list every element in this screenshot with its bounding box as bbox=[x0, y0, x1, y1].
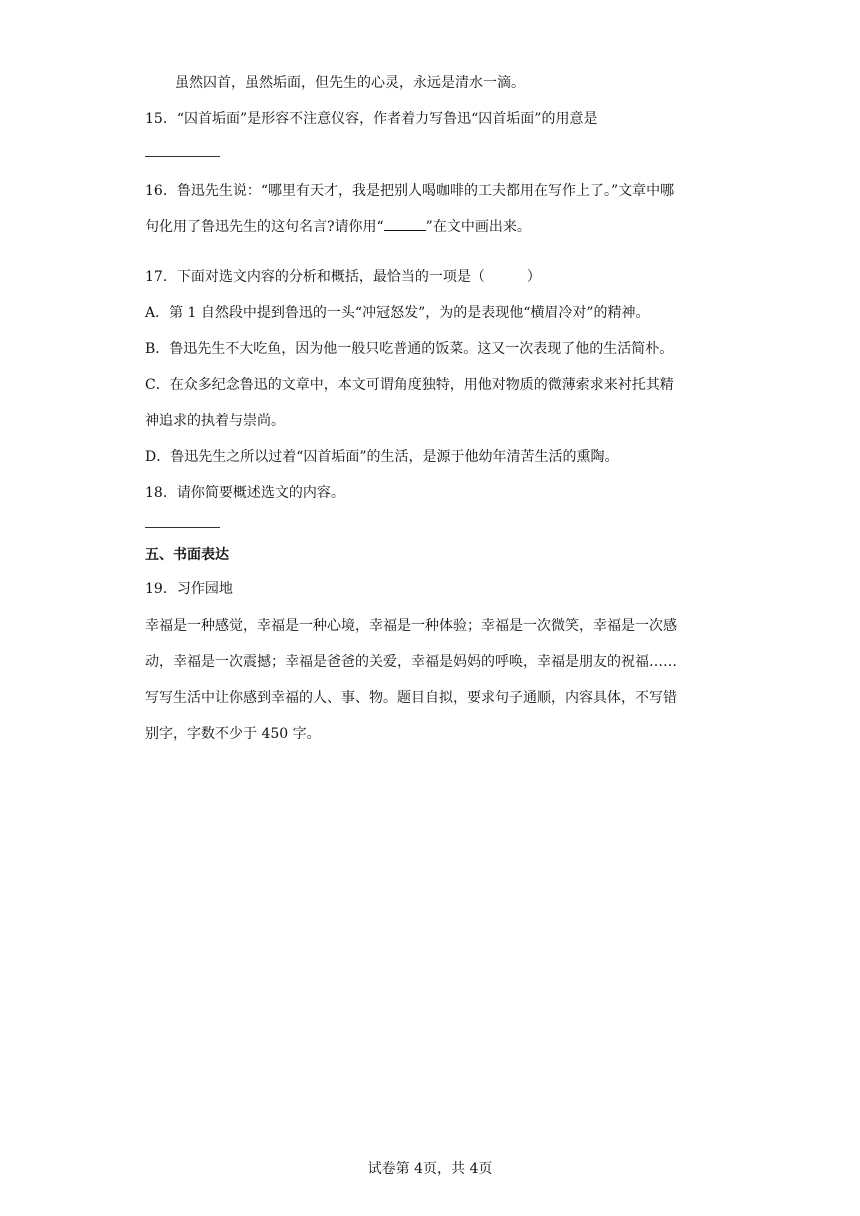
question-17 bbox=[145, 259, 725, 475]
underline-mark-blank bbox=[384, 216, 426, 231]
question-15-text: 15．“囚首垢面”是形容不注意仪容，作者着力写鲁迅“囚首垢面”的用意是 bbox=[145, 111, 598, 127]
question-19-para-line-3: 写写生活中让你感到幸福的人、事、物。题目自拟，要求句子通顺，内容具体，不写错 bbox=[145, 690, 677, 706]
question-17-stem-after: ） bbox=[526, 269, 541, 285]
page-content bbox=[145, 72, 725, 752]
question-16-line-2-before: 句化用了鲁迅先生的这句名言?请你用“ bbox=[145, 219, 384, 235]
question-18-text: 18．请你简要概述选文的内容。 bbox=[145, 485, 345, 501]
question-18 bbox=[145, 475, 725, 528]
option-c-line-2[interactable]: 神追求的执着与崇尚。 bbox=[145, 413, 285, 429]
question-19-para-line-1: 幸福是一种感觉，幸福是一种心境，幸福是一种体验；幸福是一次微笑，幸福是一次感 bbox=[145, 618, 677, 634]
question-16-line-2-after: ”在文中画出来。 bbox=[425, 219, 531, 235]
answer-blank-15[interactable] bbox=[145, 148, 220, 157]
question-16-line-2 bbox=[145, 209, 725, 245]
question-19-para-line-4: 别字，字数不少于 450 字。 bbox=[145, 726, 321, 742]
question-15 bbox=[145, 108, 725, 157]
section-5-title: 五、书面表达 bbox=[145, 547, 229, 563]
option-a[interactable]: A．第 1 自然段中提到鲁迅的一头“冲冠怒发”，为的是表现他“横眉冷对”的精神。 bbox=[145, 305, 650, 321]
poem-line: 虽然囚首，虽然垢面，但先生的心灵，永远是清水一滴。 bbox=[175, 75, 525, 91]
answer-blank-18[interactable] bbox=[145, 519, 220, 528]
option-d[interactable]: D．鲁迅先生之所以过着“囚首垢面”的生活，是源于他幼年清苦生活的熏陶。 bbox=[145, 449, 619, 465]
question-17-stem-before: 17．下面对选文内容的分析和概括，最恰当的一项是（ bbox=[145, 269, 485, 285]
question-19 bbox=[145, 578, 725, 752]
question-16 bbox=[145, 173, 725, 245]
option-b[interactable]: B．鲁迅先生不大吃鱼，因为他一般只吃普通的饭菜。这又一次表现了他的生活简朴。 bbox=[145, 341, 674, 357]
question-19-para-line-2: 动，幸福是一次震撼；幸福是爸爸的关爱，幸福是妈妈的呼唤，幸福是朋友的祝福…… bbox=[145, 654, 677, 670]
option-c-line-1[interactable]: C．在众多纪念鲁迅的文章中，本文可谓角度独特，用他对物质的微薄索求来衬托其精 bbox=[145, 377, 674, 393]
page-footer: 试卷第 4页，共 4页 bbox=[367, 1161, 493, 1177]
question-17-stem bbox=[145, 259, 725, 295]
question-16-line-1: 16．鲁迅先生说：“哪里有天才，我是把别人喝咖啡的工夫都用在写作上了。”文章中哪 bbox=[145, 183, 675, 199]
question-19-title: 19．习作园地 bbox=[145, 581, 233, 597]
